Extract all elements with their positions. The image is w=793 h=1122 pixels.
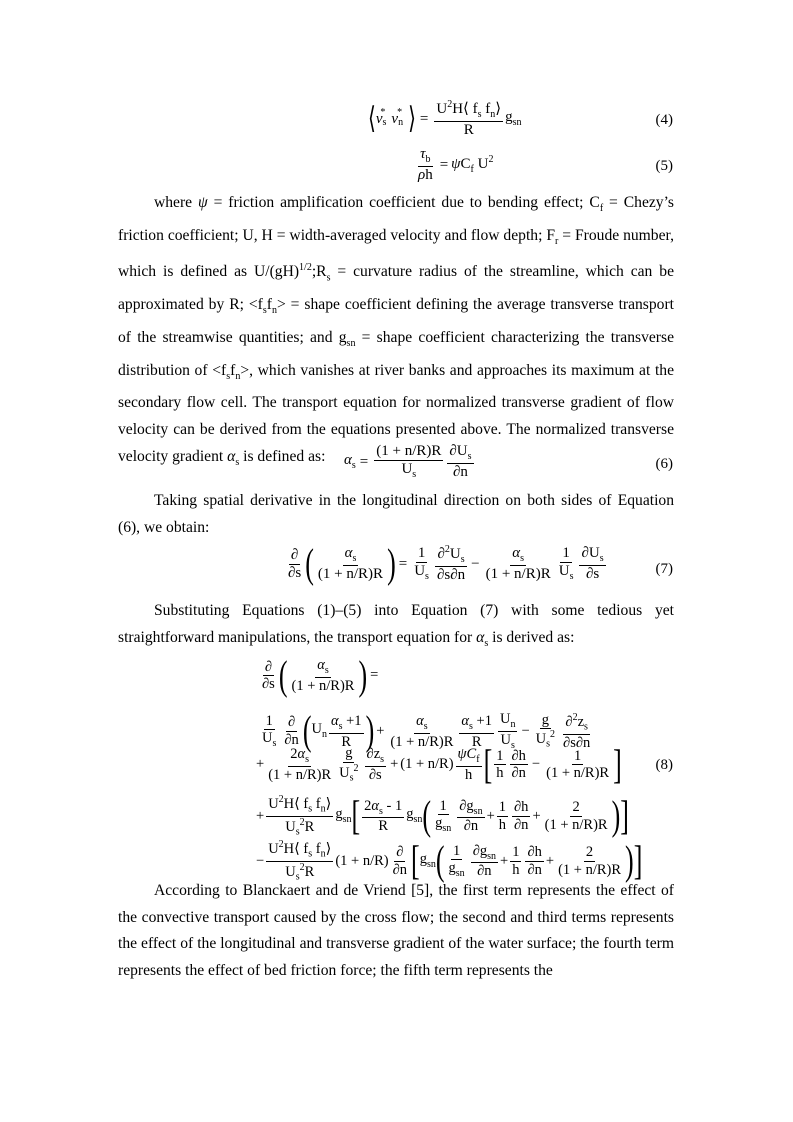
equation-6: $\alpha_s$ = $\frac{(1 + n/R)R}{U_s}$ $\frac{\partial U_s}{\partial n}$ — [344, 443, 472, 480]
paragraph-blanckaert — [118, 878, 674, 984]
paragraph-substituting: Substituting Equations (1)–(5) into Equation (7) with some tedious yet straightforward manipulations, the transport equation for $\alpha_s$ is derived as: — [118, 602, 674, 649]
equation-5: $\frac{\tau_b}{\rho h}$ = $\psi C_f$ $U^2$ — [418, 146, 494, 183]
equation-4-number: (4) — [655, 112, 673, 128]
document-page: ⟨ v $_s$ * v $_n$ * ⟩ = $\frac{U^2H⟨ f_s f_n⟩}{R}$ $g_{sn}$ (4) $\frac{\tau_b}{\rho h}$ = $\psi C_f$ $U^2$ (5) where ψ = friction amplification coefficient due to bending effect; $C_f$ = Chezy’s friction coefficient; U, H = width-averaged velocity and flow depth; $F_r$ = Froude number, which is defined as $U/(gH)^{1/2};R_s$ = curvature radius of the streamline, which can be approximated by R; $<f_sf_n>$ = shape coefficient defining the average transverse transport of the streamwise quantities; and $g_{sn}$ = shape coefficient characterizing the transverse distribution of $<f_sf_n>$, which vanishes at river banks and approaches its maximum at the secondary flow cell. The transport equation for normalized transverse gradient of flow velocity can be derived from the equations presented above. The normalized transverse velocity gradient $\alpha_s$ is defined as: $\alpha_s$ = $\frac{(1 + n/R)R}{U_s}$ $\frac{\partial U_s}{\partial n}$ (6) Taking spatial derivative in the longitudinal direction on both sides of Equation (6), we obtain: $\frac{\partial}{\partial s}$ ( $\frac{\alpha_s}{(1 + n/R)R}$ ) = $\frac{1}{U_s}$ $\frac{\partial^2U_s}{\partial s\partial n}$ − $\frac{\alpha_s}{(1 + n/R)R}$ $\frac{1}{U_s}$ $\frac{\partial U_s}{\partial s}$ (7) Substituting Equations (1)–(5) into Equation (7) with some tedious yet straightforward manipulations, the transport equation for $\alpha_s$ is derived as: $\frac{\partial}{\partial s}$ ( $\frac{\alpha_s}{(1 + n/R)R}$ ) = $\frac{1}{U_s}$ $\frac{\partial}{\partial n}$ ( $U_n$ $\frac{\alpha_s +1}{R}$ ) + $\frac{\alpha_s}{(1 + n/R)R}$ $\frac{\alpha_s +1}{R}$ $\frac{U_n}{U_s}$ − $\frac{g}{U_s^2}$ $\frac{\partial^2z_s}{\partial s\partial n}$ + $\frac{2\alpha_s}{(1 + n/R)R}$ $\frac{g}{U_s^2}$ $\frac{\partial z_s}{\partial s}$ + (1 + n/R) $\frac{\psi C_f}{h}$ [ $\frac{1}{h}$ $\frac{\partial h}{\partial n}$ − $\frac{1}{(1 + n/R)R}$ ] + $\frac{U^2H⟨ f_s f_n⟩}{U_s^2R}$ $g_{sn}$ [ $\frac{2\alpha_s - 1}{R}$ $g_{sn}$ ( $\frac{1}{g_{sn}}$ $\frac{\partial g_{sn}}{\partial n}$ + $\frac{1}{h}$ $\frac{\partial h}{\partial n}$ + $\frac{2}{(1 + n/R)R}$ )] − $\frac{U^2H⟨ f_s f_n⟩}{U_s^2R}$ (1 + n/R) $\frac{\partial}{\partial n}$ [ $g_{sn}$ ( $\frac{1}{g_{sn}}$ $\frac{\partial g_{sn}}{\partial n}$ + $\frac{1}{h}$ $\frac{\partial h}{\partial n}$ + $\frac{2}{(1 + n/R)R}$ )] (8) According to Blanckaert and de Vriend [5], the first term represents the effect of the convective transport caused by the cross flow; the second and third terms represents the effect of the longitudinal and transverse gradient of the water surface; the fourth term represents the effect of bed friction force; the fifth term represents the — [0, 0, 793, 1122]
equation-4: ⟨ v $_s$ * v $_n$ * ⟩ = $\frac{U^2H⟨ f_s f_n⟩}{R}$ $g_{sn}$ — [368, 99, 522, 138]
paragraph-definitions: where ψ = friction amplification coefficient due to bending effect; $C_f$ = Chezy’s friction coefficient; U, H = width-averaged velocity and flow depth; $F_r$ = Froude number, which is defined as $U/(gH)^{1/2};R_s$ = curvature radius of the streamline, which can be approximated by R; $<f_sf_n>$ = shape coefficient defining the average transverse transport of the streamwise quantities; and $g_{sn}$ = shape coefficient characterizing the transverse distribution of $<f_sf_n>$, which vanishes at river banks and approaches its maximum at the secondary flow cell. The transport equation for normalized transverse gradient of flow velocity can be derived from the equations presented above. The normalized transverse velocity gradient $\alpha_s$ is defined as: — [118, 194, 675, 468]
equation-7: $\frac{\partial}{\partial s}$ ( $\frac{\alpha_s}{(1 + n/R)R}$ ) = $\frac{1}{U_s}$ $\frac{\partial^2U_s}{\partial s\partial n}$ − $\frac{\alpha_s}{(1 + n/R)R}$ $\frac{1}{U_s}$ $\frac{\partial U_s}{\partial s}$ — [288, 540, 604, 587]
paragraph-blanckaert-text: According to Blanckaert and de Vriend [5], the first term represents the effect of the convective transport caused by the cross flow; the second and third terms represents the effect of the longitudinal and transverse gradient of the water surface; the fourth term represents the effect of bed friction force; the fifth term represents the — [118, 882, 674, 979]
equation-7-number: (7) — [655, 561, 673, 577]
equation-6-number: (6) — [655, 456, 673, 472]
equation-8-number: (8) — [655, 757, 673, 773]
paragraph-derivative: Taking spatial derivative in the longitudinal direction on both sides of Equation (6), we obtain: — [118, 492, 674, 536]
equation-5-number: (5) — [655, 158, 673, 174]
